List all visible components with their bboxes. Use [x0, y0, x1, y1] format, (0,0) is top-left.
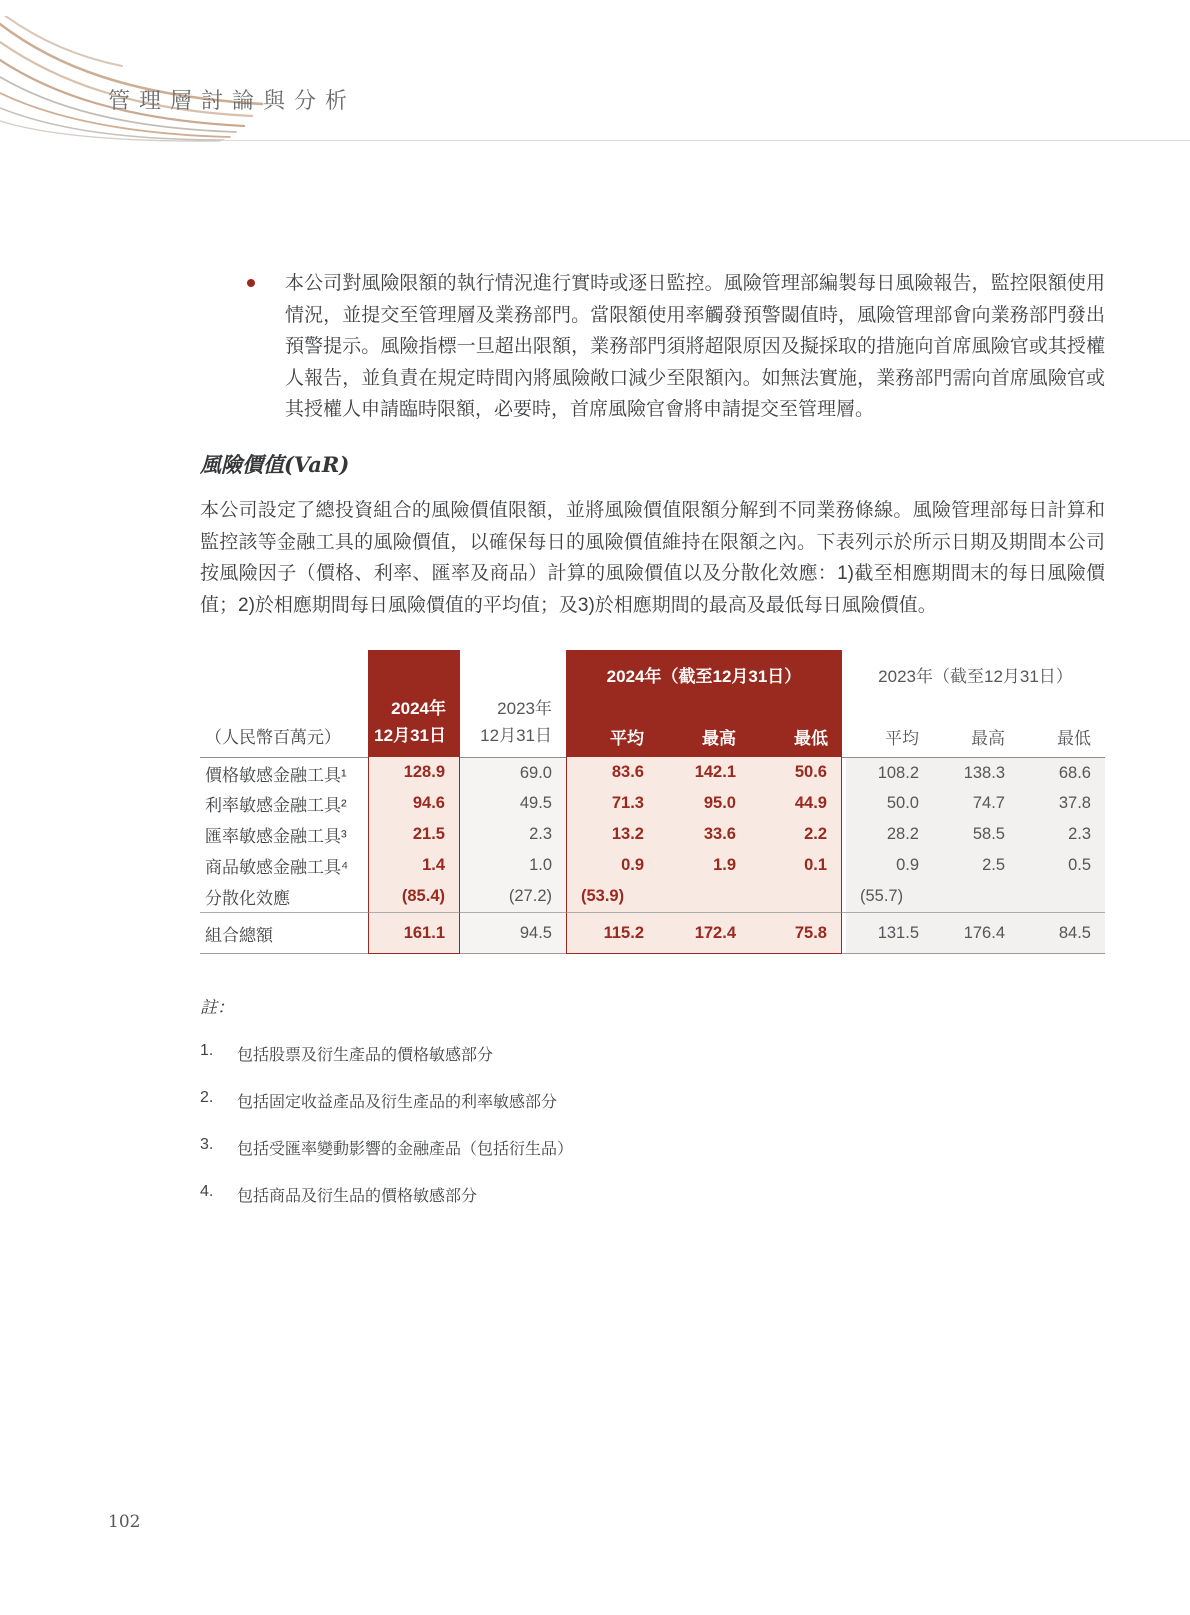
table-cell: 68.6: [1019, 757, 1105, 788]
table-cell: 37.8: [1019, 788, 1105, 819]
table-cell: 0.9: [566, 850, 658, 881]
bullet-paragraph-text: 本公司對風險限額的執行情況進行實時或逐日監控。風險管理部編製每日風險報告，監控限額使用情況，並提交至管理層及業務部門。當限額使用率觸發預警閾值時，風險管理部會向業務部門發出預警提示。風險指標一旦超出限額，業務部門須將超限原因及擬採取的措施向首席風險官或其授權人報告，並負責在規定時間內將風險敞口減少至限額內。如無法實施，業務部門需向首席風險官或其授權人申請臨時限額，必要時，首席風險官會將申請提交至管理層。: [285, 273, 1105, 420]
table-cell: 161.1: [368, 912, 460, 954]
table-cell: (27.2): [460, 881, 566, 912]
subheader-min: 最低: [1057, 729, 1091, 748]
row-label: 價格敏感金融工具¹: [200, 757, 368, 788]
table-cell: 172.4: [658, 912, 750, 954]
footnote-item: [200, 1089, 960, 1112]
table-cell: 21.5: [368, 819, 460, 850]
table-cell: 176.4: [933, 912, 1019, 954]
table-cell: 2.3: [1019, 819, 1105, 850]
bullet-icon: [247, 279, 255, 287]
col-header-2023-date: [460, 650, 566, 757]
table-cell: 84.5: [1019, 912, 1105, 954]
total-row-label: 組合總額: [200, 912, 368, 954]
swoosh-decoration-icon: [0, 16, 300, 148]
group-header-2023-title: 2023年（截至12月31日）: [878, 667, 1073, 686]
group-header-2024: [566, 650, 842, 757]
footnotes: [200, 993, 960, 1206]
table-cell: 1.0: [460, 850, 566, 881]
var-table: [200, 650, 1105, 954]
table-cell: 71.3: [566, 788, 658, 819]
group-2023-subheaders: [846, 724, 1105, 757]
footnote-item: [200, 1042, 960, 1065]
table-cell: 44.9: [750, 788, 842, 819]
table-cell: (55.7): [846, 881, 933, 912]
table-cell: [1019, 881, 1105, 912]
row-label: 利率敏感金融工具²: [205, 796, 347, 815]
table-cell: 58.5: [933, 819, 1019, 850]
footnotes-title: 註：: [200, 998, 234, 1018]
table-cell: 28.2: [846, 819, 933, 850]
table-cell: 50.0: [846, 788, 933, 819]
table-cell: 2.2: [750, 819, 842, 850]
table-cell: 69.0: [460, 757, 566, 788]
table-cell: [658, 881, 750, 912]
table-cell: [933, 881, 1019, 912]
footnote-item: [200, 1136, 960, 1159]
table-cell: 0.5: [1019, 850, 1105, 881]
table-cell: 94.6: [368, 788, 460, 819]
var-section-heading: 風險價值(VaR): [200, 452, 350, 477]
group-header-2023: [846, 650, 1105, 757]
table-cell: 49.5: [460, 788, 566, 819]
subheader-max: 最高: [971, 729, 1005, 748]
footnote-number: 2.: [200, 1089, 214, 1106]
footnote-text: 包括受匯率變動影響的金融產品（包括衍生品）: [237, 1141, 574, 1158]
header-rule: [222, 140, 1190, 141]
footnote-item: [200, 1183, 960, 1206]
table-cell: 0.1: [750, 850, 842, 881]
table-cell: 95.0: [658, 788, 750, 819]
table-cell: 142.1: [658, 757, 750, 788]
table-cell: 83.6: [566, 757, 658, 788]
table-cell: 2.5: [933, 850, 1019, 881]
table-cell: 74.7: [933, 788, 1019, 819]
group-2024-subheaders: [566, 724, 842, 757]
row-label: 商品敏感金融工具⁴: [205, 858, 349, 877]
table-cell: 108.2: [846, 757, 933, 788]
footnote-number: 1.: [200, 1042, 214, 1059]
col-header-2024-year: 2024年: [391, 699, 446, 718]
subheader-max: 最高: [702, 729, 736, 748]
table-cell: 75.8: [750, 912, 842, 954]
footnote-number: 3.: [200, 1136, 214, 1153]
footnote-text: 包括商品及衍生品的價格敏感部分: [237, 1188, 478, 1205]
footnote-text: 包括固定收益產品及衍生產品的利率敏感部分: [237, 1094, 558, 1111]
table-cell: [750, 881, 842, 912]
table-cell: 1.4: [368, 850, 460, 881]
table-cell: (85.4): [368, 881, 460, 912]
page-number: 102: [108, 1512, 141, 1532]
risk-limit-bullet: [247, 268, 1105, 426]
table-cell: 2.3: [460, 819, 566, 850]
table-cell: 131.5: [846, 912, 933, 954]
subheader-avg: 平均: [885, 729, 919, 748]
col-header-2023-year: 2023年: [497, 699, 552, 718]
table-unit-label: （人民幣百萬元）: [205, 728, 341, 747]
col-header-2024-day: 12月31日: [374, 726, 446, 745]
col-header-2023-day: 12月31日: [480, 726, 552, 745]
table-cell: (53.9): [566, 881, 658, 912]
table-cell: 94.5: [460, 912, 566, 954]
page-title: 管理層討論與分析: [108, 89, 357, 114]
table-cell: 0.9: [846, 850, 933, 881]
table-cell: 115.2: [566, 912, 658, 954]
row-label: 匯率敏感金融工具³: [205, 827, 347, 846]
table-cell: 33.6: [658, 819, 750, 850]
table-cell: 138.3: [933, 757, 1019, 788]
col-header-2024-date: [368, 650, 460, 757]
subheader-avg: 平均: [610, 729, 644, 748]
group-header-2024-title: 2024年（截至12月31日）: [606, 667, 802, 686]
table-cell: 50.6: [750, 757, 842, 788]
footnote-text: 包括股票及衍生產品的價格敏感部分: [237, 1047, 494, 1064]
table-cell: 13.2: [566, 819, 658, 850]
footnote-number: 4.: [200, 1183, 214, 1200]
table-cell: 128.9: [368, 757, 460, 788]
var-intro-paragraph: 本公司設定了總投資組合的風險價值限額，並將風險價值限額分解到不同業務條線。風險管理部每日計算和監控該等金融工具的風險價值，以確保每日的風險價值維持在限額之內。下表列示於所示日期及期間本公司按風險因子（價格、利率、匯率及商品）計算的風險價值以及分散化效應：1)截至相應期間末的每日風險價值；2)於相應期間每日風險價值的平均值；及3)於相應期間的最高及最低每日風險價值。: [200, 500, 1105, 616]
row-label: 分散化效應: [205, 889, 290, 908]
subheader-min: 最低: [794, 729, 828, 748]
table-cell: 1.9: [658, 850, 750, 881]
